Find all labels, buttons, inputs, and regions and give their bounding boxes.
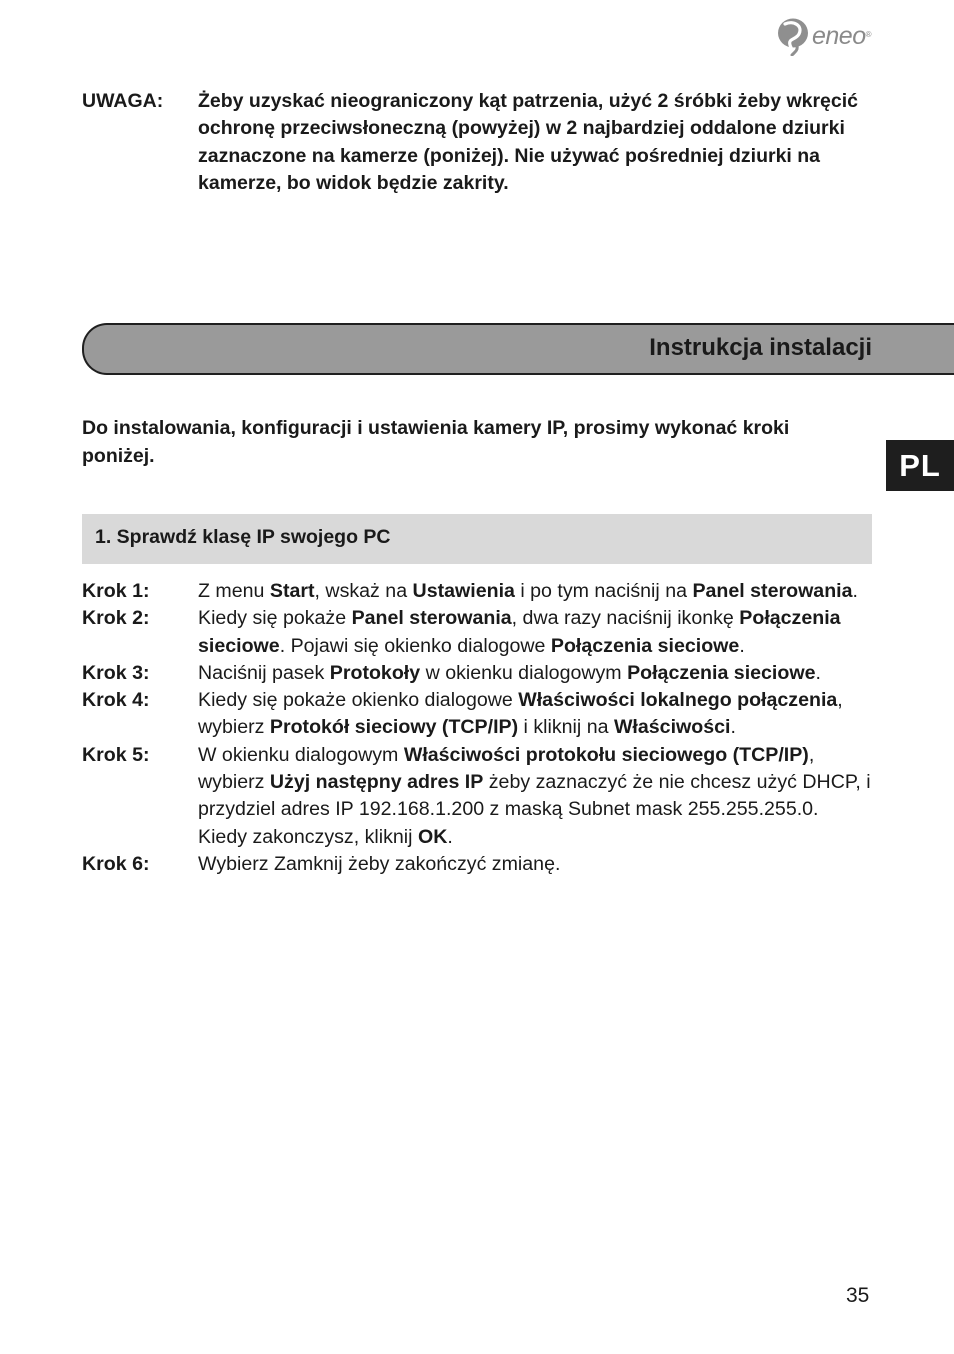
step-item [82,578,872,605]
step-text-bold: Start [269,580,315,602]
step-text-bold: Połączenia sieciowe [550,634,740,657]
step-text-bold: Protokoły [329,661,421,684]
step-text-bold: Protokół sieciowy (TCP/IP) [269,716,519,739]
step-label: Krok 4: [82,689,150,712]
steps-list [82,578,872,878]
step-text-bold: Połączenia sieciowe [198,607,841,657]
step-item [82,851,872,878]
step-text [198,742,872,851]
step-text-run: Naciśnij pasek [198,661,330,684]
step-text-run: Kiedy się pokaże [198,607,352,630]
step-text-run: Z menu [198,580,270,602]
step-text-bold: Panel sterowania [351,607,512,630]
step-text-run: Wybierz Zamknij żeby zakończyć zmianę. [198,852,561,875]
step-text-run: w okienku dialogowym [420,661,628,684]
step-text-run: . [447,825,453,848]
step-text [198,605,872,660]
step-text-run: , dwa razy naciśnij ikonkę [511,607,740,630]
step-text-run: . [815,661,821,684]
step-label: Krok 6: [82,852,150,875]
note-block [82,88,882,197]
step-item [82,742,872,851]
language-tab: PL [886,440,954,491]
step-text-run: . [730,716,736,739]
step-text [198,660,872,687]
brand-trademark: ® [865,29,872,39]
note-label: UWAGA: [82,90,164,112]
step-text [198,578,872,605]
step-text-run: żeby zaznaczyć że nie chcesz użyć DHCP, i przydziel adres IP 192.168.1.200 z maską Subnet mask 255.255.255.0. Kiedy zakonczysz, kliknij [198,771,871,848]
eneo-swirl-icon [776,16,810,56]
section-banner [82,323,954,375]
step-text-bold: OK [417,825,448,848]
step-text-bold: Właściwości protokołu sieciowego (TCP/IP) [403,743,809,766]
step-label: Krok 1: [82,580,150,602]
step-text-bold: Połączenia sieciowe [627,661,816,684]
step-item [82,687,872,742]
step-label: Krok 2: [82,607,150,630]
note-text: Żeby uzyskać nieograniczony kąt patrzenia, użyć 2 śróbki żeby wkręcić ochronę przeciwsłoneczną (powyżej) w 2 najbardziej oddalone dziurki zaznaczone na kamerze (poniżej). Nie używać pośredniej dziurki na kamerze, bo widok będzie zakrity. [198,90,859,194]
step-text-bold: Właściwości [613,716,731,739]
step-text-run: i po tym naciśnij na [514,580,693,602]
step-text-run: W okienku dialogowym [198,743,404,766]
step-text-bold: Właściwości lokalnego połączenia [518,689,838,712]
subsection-title: 1. Sprawdź klasę IP swojego PC [95,526,391,548]
step-text-run: . Pojawi się okienko dialogowe [279,634,551,657]
step-text-run: . [852,580,858,602]
step-text-run: Kiedy się pokaże okienko dialogowe [198,689,519,712]
step-text-run: i kliknij na [518,716,614,739]
step-text-bold: Ustawienia [412,580,515,602]
banner-title: Instrukcja instalacji [649,334,872,361]
step-text-run: . [739,634,745,657]
page-number: 35 [846,1284,870,1307]
intro-text: Do instalowania, konfiguracji i ustawienia kamery IP, prosimy wykonać kroki poniżej. [82,417,790,467]
subsection-bar [82,514,872,564]
brand-name: eneo [812,21,866,50]
step-text-run: , wybierz [198,743,815,794]
step-text-run: , wskaż na [314,580,413,602]
step-text-bold: Użyj następny adres IP [269,771,484,794]
step-label: Krok 5: [82,743,150,766]
step-text-run: , wybierz [198,689,843,739]
step-text [198,851,872,878]
step-text-bold: Panel sterowania [692,580,853,602]
step-text [198,687,872,742]
step-item [82,605,872,660]
brand-logo [776,16,872,56]
step-label: Krok 3: [82,661,150,684]
step-item [82,660,872,687]
